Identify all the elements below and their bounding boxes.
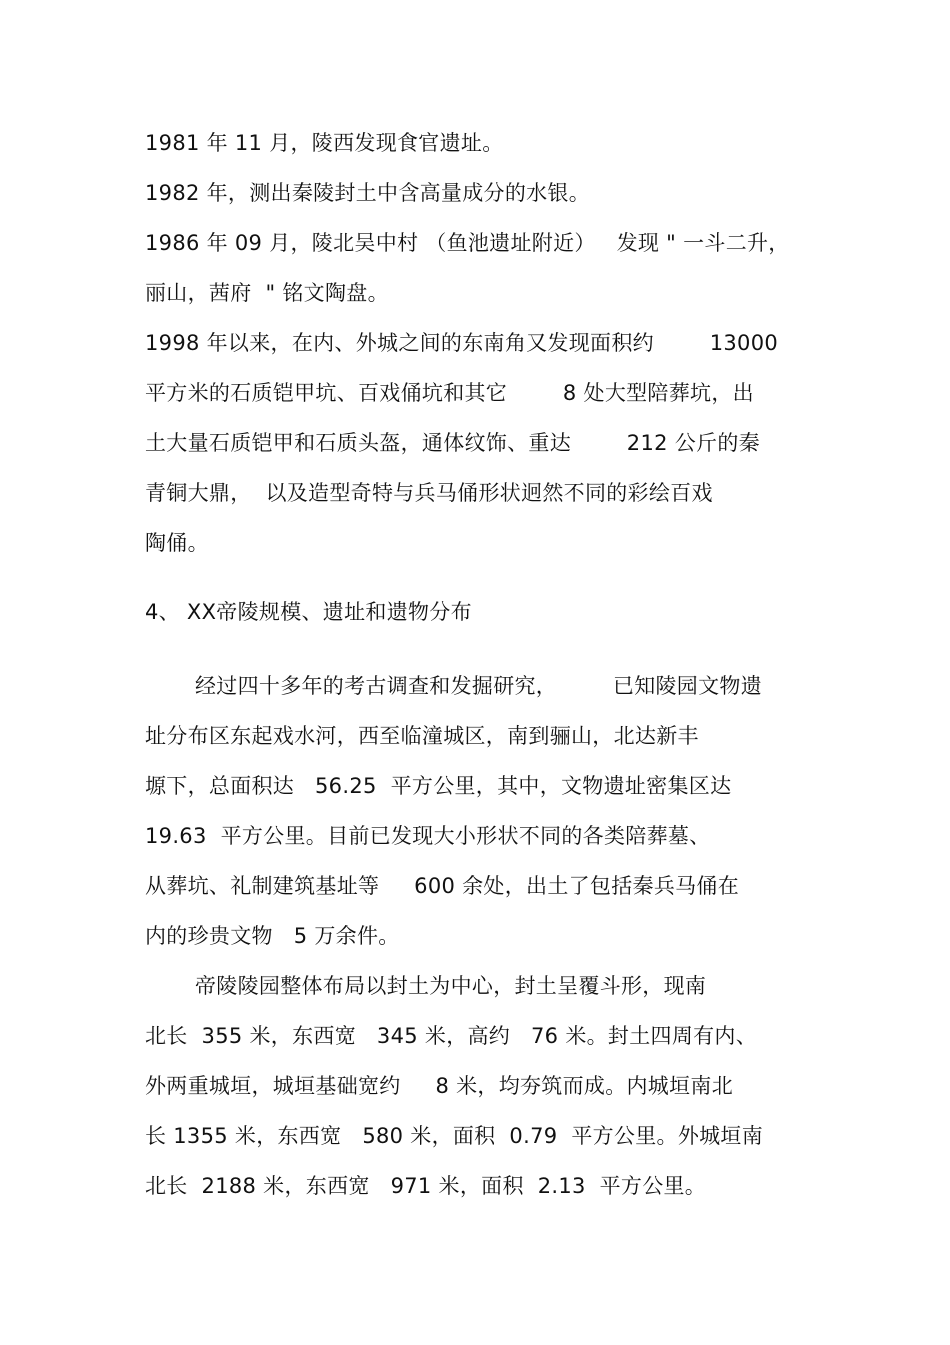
paragraph-line: 北长 2188 米，东西宽 971 米，面积 2.13 平方公里。: [145, 1174, 707, 1198]
timeline-line: 1986 年 09 月，陵北吴中村 （鱼池遗址附近） 发现 " 一斗二升，: [145, 231, 790, 255]
paragraph-line: 从葬坑、礼制建筑基址等 600 余处，出土了包括秦兵马俑在: [145, 874, 740, 898]
paragraph-line: 长 1355 米，东西宽 580 米，面积 0.79 平方公里。外城垣南: [145, 1124, 764, 1148]
timeline-line: 1981 年 11 月，陵西发现食官遗址。: [145, 131, 504, 155]
timeline-line: 1998 年以来，在内、外城之间的东南角又发现面积约 13000: [145, 331, 779, 355]
timeline-line: 陶俑。: [145, 531, 209, 555]
paragraph-line: 北长 355 米，东西宽 345 米，高约 76 米。封土四周有内、: [145, 1024, 758, 1048]
paragraph-line: 19.63 平方公里。目前已发现大小形状不同的各类陪葬墓、: [145, 824, 711, 848]
paragraph-line: 帝陵陵园整体布局以封土为中心，封土呈覆斗形，现南: [195, 974, 707, 998]
timeline-line: 丽山，茜府 " 铭文陶盘。: [145, 281, 389, 305]
paragraph-line: 外两重城垣，城垣基础宽约 8 米，均夯筑而成。内城垣南北: [145, 1074, 734, 1098]
timeline-line: 平方米的石质铠甲坑、百戏俑坑和其它 8 处大型陪葬坑，出: [145, 381, 754, 405]
paragraph-line: 塬下，总面积达 56.25 平方公里，其中，文物遗址密集区达: [145, 774, 732, 798]
timeline-line: 土大量石质铠甲和石质头盔，通体纹饰、重达 212 公斤的秦: [145, 431, 760, 455]
section-heading: 4、 XX帝陵规模、遗址和遗物分布: [145, 600, 472, 624]
paragraph-line: 内的珍贵文物 5 万余件。: [145, 924, 400, 948]
timeline-line: 青铜大鼎， 以及造型奇特与兵马俑形状迥然不同的彩绘百戏: [145, 481, 713, 505]
paragraph-line: 址分布区东起戏水河，西至临潼城区，南到骊山，北达新丰: [145, 724, 699, 748]
paragraph-line: 经过四十多年的考古调查和发掘研究， 已知陵园文物遗: [195, 674, 762, 698]
timeline-line: 1982 年，测出秦陵封土中含高量成分的水银。: [145, 181, 591, 205]
